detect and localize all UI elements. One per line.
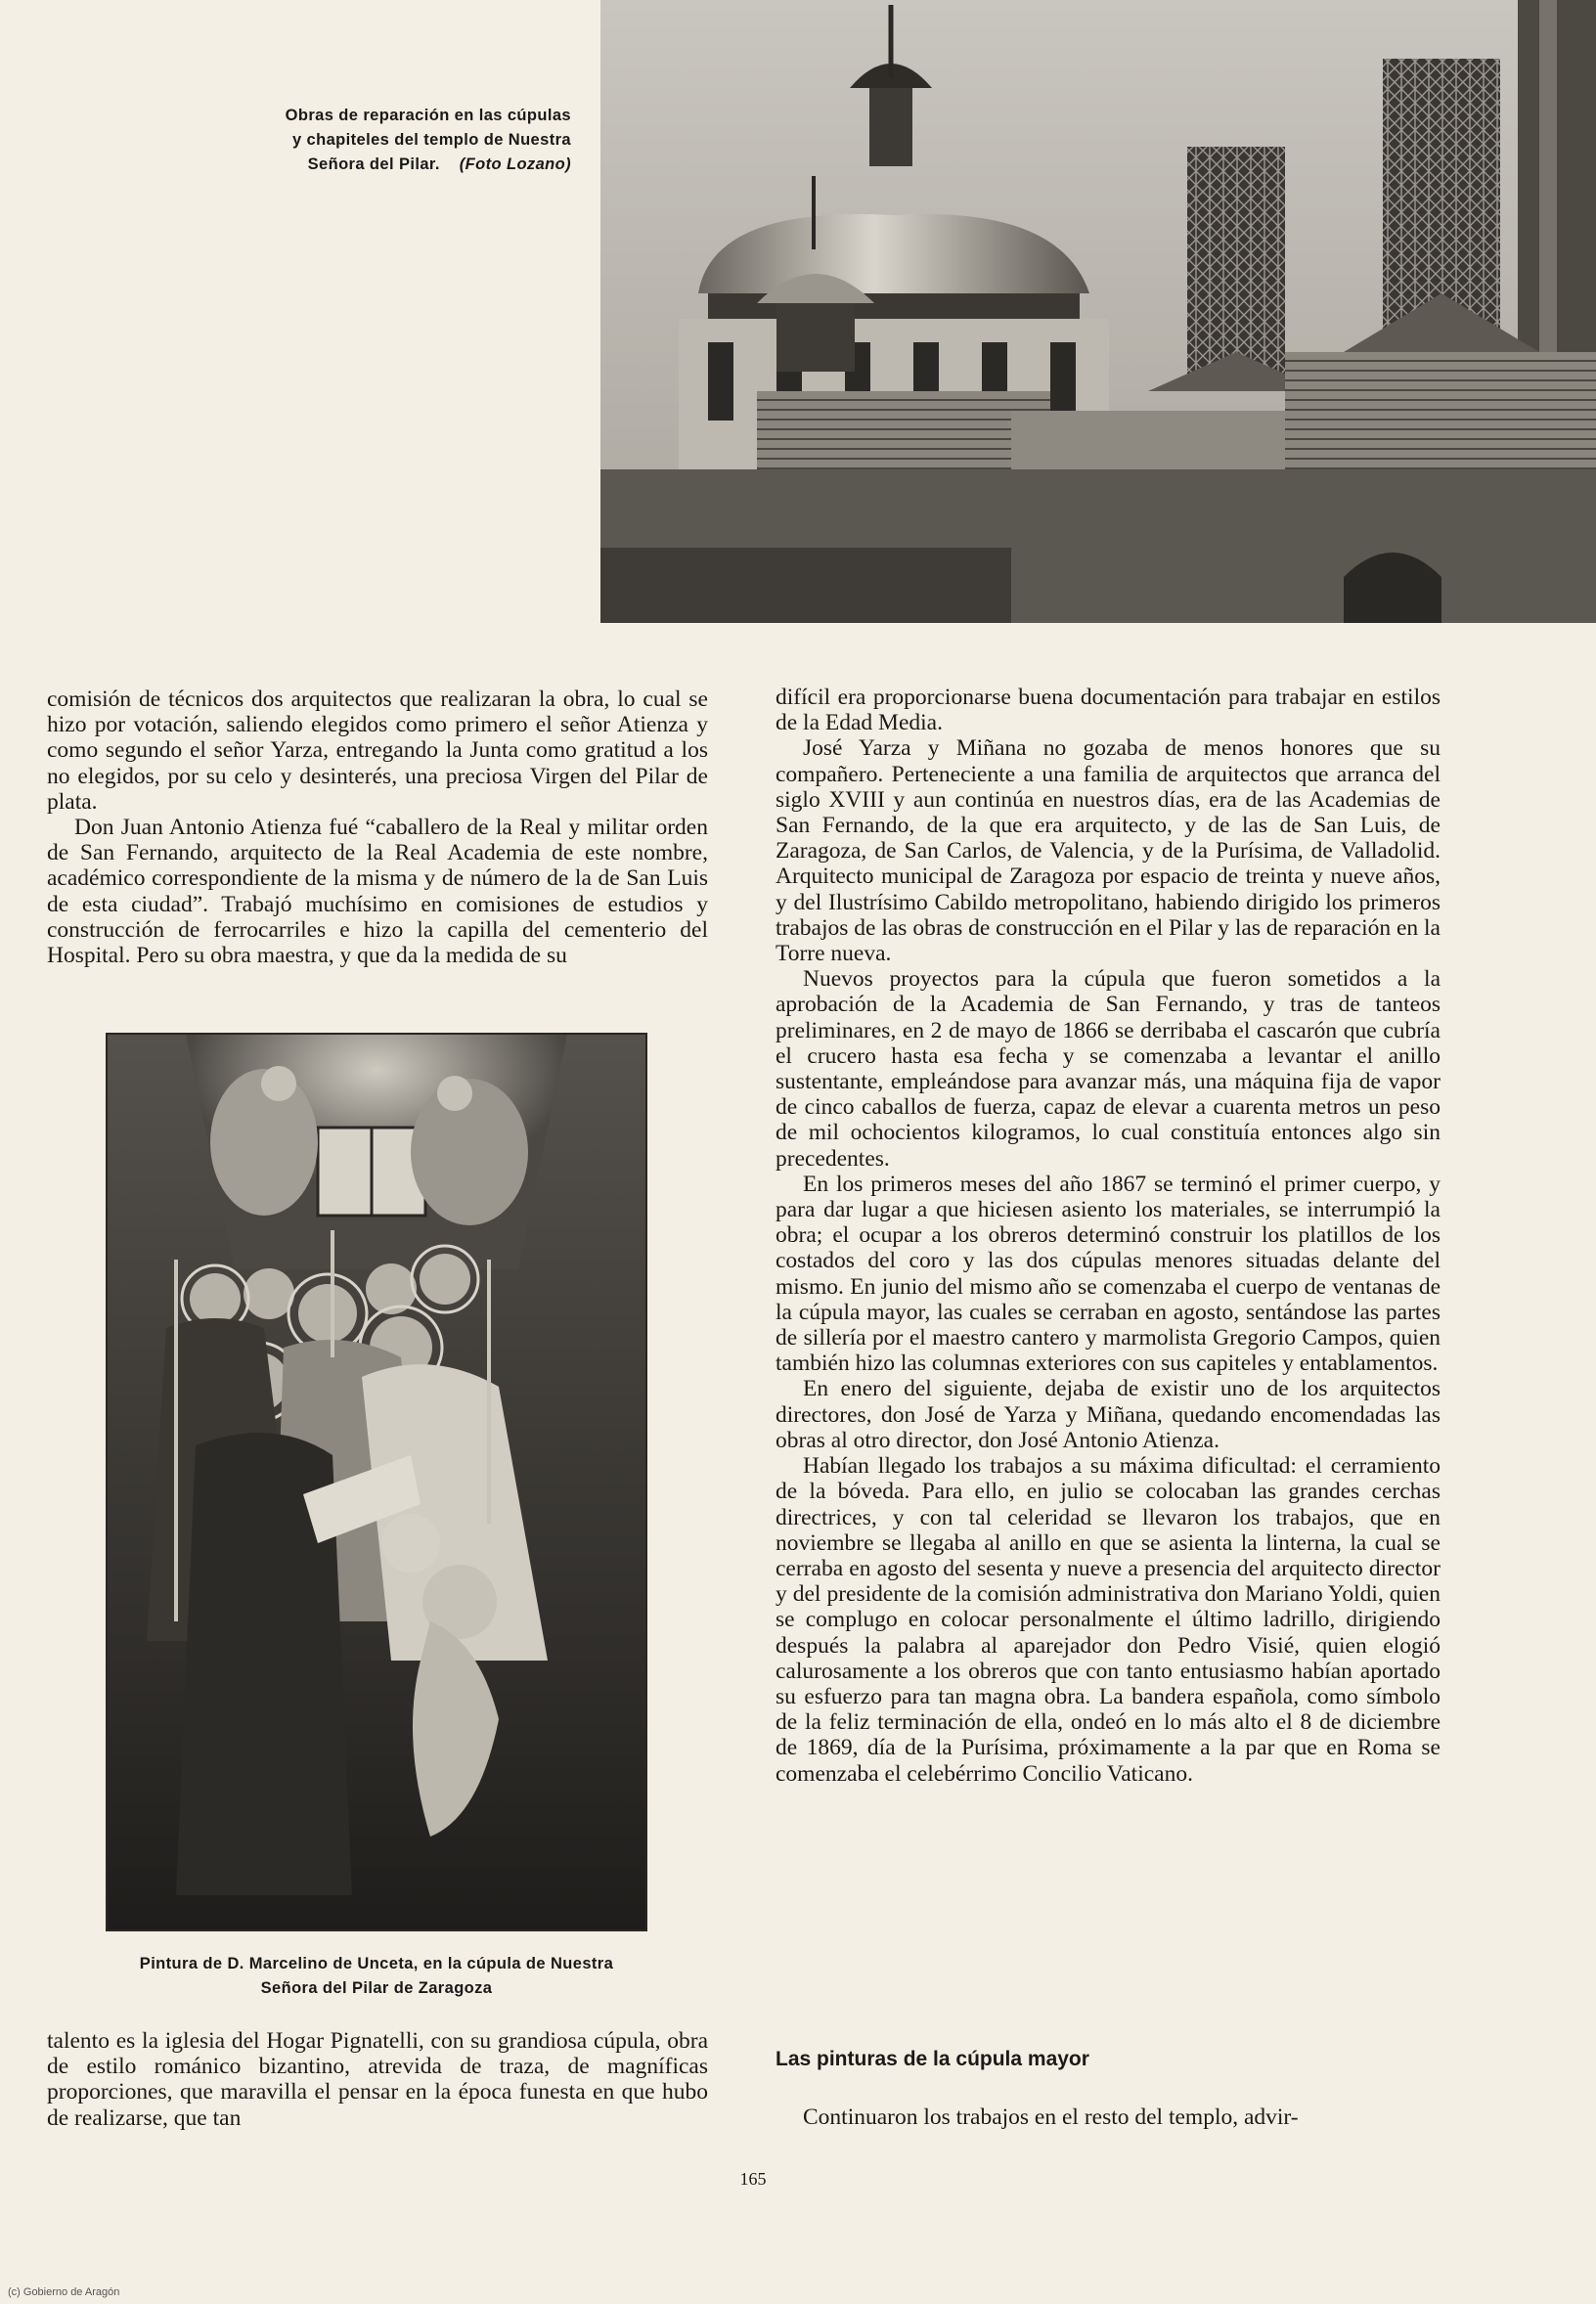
paragraph: Continuaron los trabajos en el resto del templo, advir-	[803, 2105, 1299, 2130]
caption-line: Señora del Pilar de Zaragoza	[260, 1979, 493, 1997]
caption-line: Pintura de D. Marcelino de Unceta, en la cúpula de Nuestra	[139, 1955, 614, 1972]
left-column-top	[47, 687, 708, 968]
right-column-bottom	[776, 2105, 1441, 2130]
paragraph: En los primeros meses del año 1867 se terminó el primer cuerpo, y para dar lugar a que hiciesen asiento los materiales, se interrumpió la obra; el ocupar a los obreros determinó construir los platillos de los costados del coro y las dos cúpulas menores situadas delante del mismo. En junio del mismo año se comenzaba el cuerpo de ventanas de la cúpula mayor, las cuales se cerraban en agosto, sentándose las partes de sillería por el maestro cantero y marmolista Gregorio Campos, quien también hizo las columnas exteriores con sus capiteles y entablamentos.	[776, 1171, 1441, 1377]
paragraph: José Yarza y Miñana no gozaba de menos honores que su compañero. Perteneciente a una familia de arquitectos que arranca del siglo XVIII y aun continúa en nuestros días, era de las Academias de San Fernando, de la que era arquitecto, y de las de San Luis, de Zaragoza, de San Carlos, de Valencia, y de la Purísima, de Valladolid. Arquitecto municipal de Zaragoza por espacio de treinta y nueve años, y del Ilustrísimo Cabildo metropolitano, habiendo dirigido los primeros trabajos de las obras de construcción en el Pilar y las de reparación en la Torre nueva.	[776, 735, 1441, 967]
top-photo-caption	[239, 104, 571, 177]
caption-line: Señora del Pilar.	[307, 155, 440, 173]
paragraph: Nuevos proyectos para la cúpula que fueron sometidos a la aprobación de la Academia de San Fernando, y tras de tanteos preliminares, en 2 de mayo de 1866 se derribaba el cascarón que cubría el crucero hasta esa fecha y se comenzaba a levantar el anillo sustentante, empleándose para avanzar más, una máquina fija de vapor de cinco caballos de fuerza, capaz de elevar a cuarenta metros un peso de mil ochocientos kilogramos, lo cual constituía entonces algo sin precedentes.	[776, 966, 1441, 1172]
left-column-bottom	[47, 2028, 708, 2131]
paragraph: comisión de técnicos dos arquitectos que realizaran la obra, lo cual se hizo por votación, saliendo elegidos como primero el señor Atienza y como segundo el señor Yarza, entregando la Junta como gratitud a los no elegidos, por su celo y desinterés, una preciosa Virgen del Pilar de plata.	[47, 687, 708, 815]
cathedral-domes-photo	[600, 0, 1596, 623]
painting-caption	[93, 1952, 660, 2001]
section-heading: Las pinturas de la cúpula mayor	[776, 2048, 1089, 2070]
dome-painting-photo	[108, 1035, 645, 1929]
caption-line: Obras de reparación en las cúpulas	[285, 107, 571, 124]
photo-credit: (Foto Lozano)	[459, 155, 571, 173]
paragraph: difícil era proporcionarse buena documentación para trabajar en estilos de la Edad Media.	[776, 685, 1441, 736]
page-number: 165	[739, 2169, 767, 2189]
paragraph: Habían llegado los trabajos a su máxima dificultad: el cerramiento de la bóveda. Para ello, en julio se colocaban las grandes cerchas directrices, y con tal celeridad se llevaron los trabajos, que en noviembre se llegaba al anillo en que se asienta la linterna, la cual se cerraba en agosto del sesenta y nueve a presencia del arquitecto director y del presidente de la comisión administrativa don Mariano Yoldi, quien se complugo en colocar personalmente el último ladrillo, dirigiendo después la palabra al aparejador don Pedro Visié, quien elogió calurosamente a los obreros que con tanto entusiasmo habían aportado su esfuerzo para tan magna obra. La bandera española, como símbolo de la feliz terminación de ella, ondeó en lo más alto el 8 de diciembre de 1869, día de la Purísima, próximamente a la par que en Roma se comenzaba el celebérrimo Concilio Vaticano.	[776, 1453, 1441, 1787]
copyright-notice: (c) Gobierno de Aragón	[8, 2286, 120, 2298]
caption-line: y chapiteles del templo de Nuestra	[291, 131, 571, 149]
paragraph: Don Juan Antonio Atienza fué “caballero de la Real y militar orden de San Fernando, arquitecto de la Real Academia de este nombre, académico correspondiente de la misma y de número de la de San Luis de esta ciudad”. Trabajó muchísimo en comisiones de estudios y construcción de ferrocarriles e hizo la capilla del cementerio del Hospital. Pero su obra maestra, y que da la medida de su	[47, 815, 708, 969]
right-column	[776, 685, 1441, 1787]
paragraph: talento es la iglesia del Hogar Pignatelli, con su grandiosa cúpula, obra de estilo románico bizantino, atrevida de traza, de magníficas proporciones, que maravilla el pensar en la época funesta en que hubo de realizarse, que tan	[47, 2028, 708, 2131]
paragraph: En enero del siguiente, dejaba de existir uno de los arquitectos directores, don José de Yarza y Miñana, quedando encomendadas las obras al otro director, don José Antonio Atienza.	[776, 1376, 1441, 1453]
